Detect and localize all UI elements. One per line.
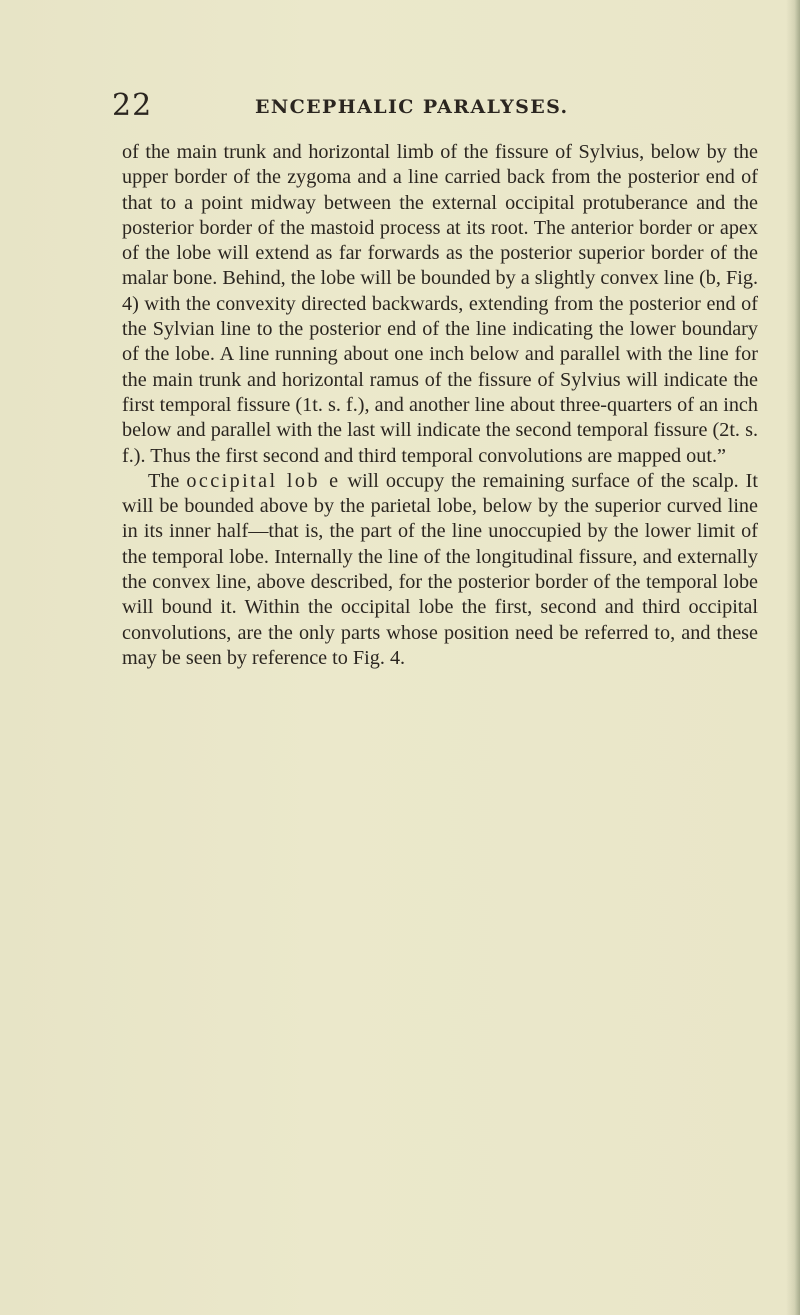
paragraph-lead: The — [148, 469, 187, 492]
page-number: 22 — [112, 88, 153, 123]
spaced-term: occipital lob e — [186, 469, 341, 492]
paragraph-occipital-lobe — [122, 469, 758, 671]
paragraph-temporal-lobe: of the main trunk and horizontal limb of the fissure of Sylvius, below by the upper border of the zygoma and a line carried back from the posterior end of that to a point midway between the external occipital protuberance and the posterior border of the mastoid process at its root. The anterior border or apex of the lobe will extend as far forwards as the posterior superior border of the malar bone. Behind, the lobe will be bounded by a slightly convex line (b, Fig. 4) with the convexity directed backwards, extending from the posterior end of the Sylvian line to the posterior end of the line indicating the lower boundary of the lobe. A line running about one inch below and parallel with the line for the main trunk and horizontal ramus of the fissure of Sylvius will indicate the first temporal fissure (1t. s. f.), and another line about three-quarters of an inch below and parallel with the last will indicate the second temporal fissure (2t. s. f.). Thus the first second and third temporal convolutions are mapped out.” — [122, 141, 758, 467]
paragraph-body: will occupy the remaining surface of the scalp. It will be bounded above by the parietal lobe, below by the superior curved line in its inner half—that is, the part of the line unoccupied by the lower limit of the temporal lobe. Internally the line of the longitudinal fissure, and externally the convex line, above described, for the posterior border of the temporal lobe will bound it. Within the occipital lobe the first, second and third occipital convolutions, are the only parts whose position need be referred to, and these may be seen by reference to Fig. 4. — [122, 469, 759, 669]
running-head: ENCEPHALIC PARALYSES. — [255, 96, 569, 118]
page-header — [112, 88, 752, 128]
body-text — [122, 140, 758, 671]
page-edge-shadow — [786, 0, 800, 1315]
